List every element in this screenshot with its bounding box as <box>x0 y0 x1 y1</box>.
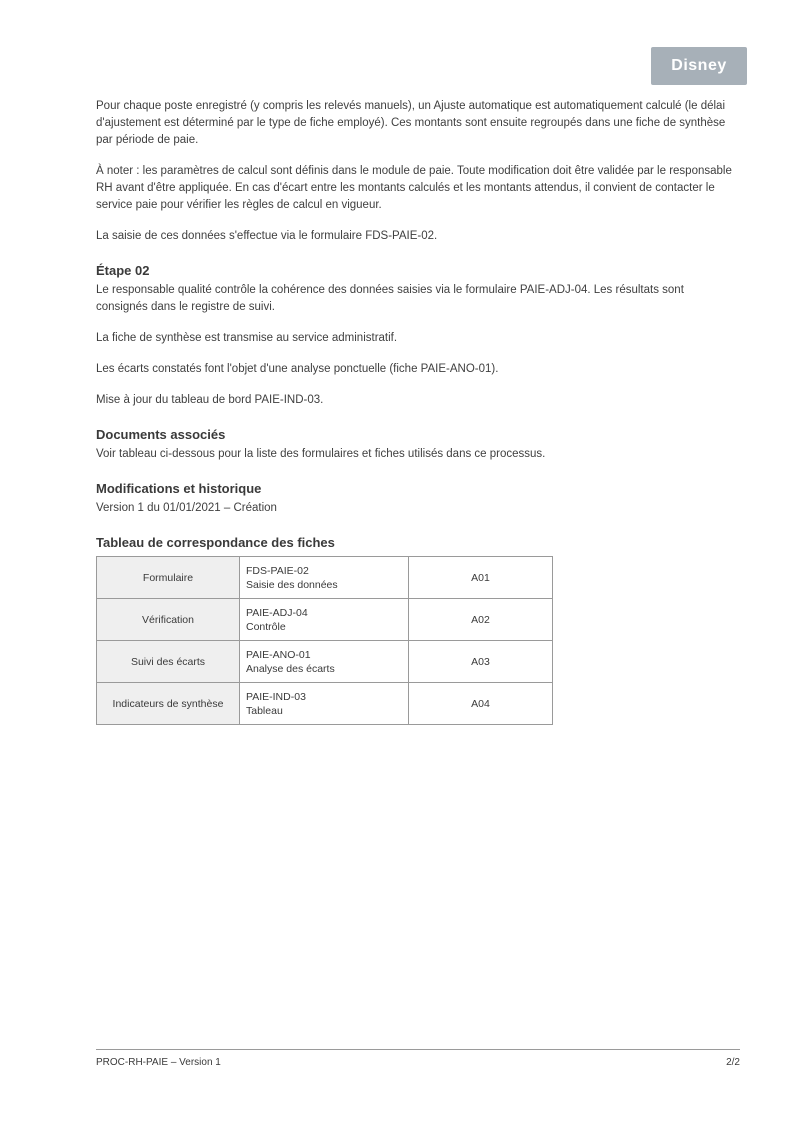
reference-table <box>96 556 553 725</box>
section-heading: Modifications et historique <box>96 481 262 496</box>
table-cell-name: Suivi des écarts <box>97 641 240 683</box>
section-paragraph: Mise à jour du tableau de bord PAIE-IND-03. <box>96 394 324 406</box>
footer-page-number: 2/2 <box>726 1057 740 1068</box>
table-cell-code: A03 <box>409 641 553 683</box>
table-row <box>97 683 553 725</box>
footer-document-id: PROC-RH-PAIE – Version 1 <box>96 1057 221 1068</box>
table-cell-code: A04 <box>409 683 553 725</box>
table-cell-code: A02 <box>409 599 553 641</box>
table-cell-ref: PAIE-ADJ-04 <box>246 606 308 619</box>
brand-badge: Disney <box>651 47 747 85</box>
table-cell-ref: PAIE-IND-03 <box>246 690 306 703</box>
table-cell-desc <box>240 683 409 725</box>
table-cell-name: Indicateurs de synthèse <box>97 683 240 725</box>
table-row <box>97 557 553 599</box>
table-cell-label: Saisie des données <box>246 578 338 591</box>
table-cell-ref: PAIE-ANO-01 <box>246 648 311 661</box>
section-paragraph: Voir tableau ci-dessous pour la liste des formulaires et fiches utilisés dans ce processus. <box>96 448 546 460</box>
section-paragraph: Le responsable qualité contrôle la cohérence des données saisies via le formulaire PAIE-ADJ-04. Les résultats sont consignés dans le registre de suivi. <box>96 284 684 313</box>
table-cell-label: Analyse des écarts <box>246 662 335 675</box>
body-paragraph: À noter : les paramètres de calcul sont définis dans le module de paie. Toute modification doit être validée par le responsable RH avant d'être appliquée. En cas d'écart entre les montants calculés et les montants attendus, il convient de contacter le service paie pour vérifier les règles de calcul en vigueur. <box>96 165 732 211</box>
section-paragraph: Les écarts constatés font l'objet d'une analyse ponctuelle (fiche PAIE-ANO-01). <box>96 363 499 375</box>
table-cell-label: Tableau <box>246 704 283 717</box>
table-row <box>97 599 553 641</box>
table-cell-name: Vérification <box>97 599 240 641</box>
section-heading: Étape 02 <box>96 263 150 278</box>
body-paragraph: La saisie de ces données s'effectue via le formulaire FDS-PAIE-02. <box>96 230 438 242</box>
table-cell-name: Formulaire <box>97 557 240 599</box>
table-cell-desc <box>240 641 409 683</box>
footer-divider <box>96 1049 740 1050</box>
table-title: Tableau de correspondance des fiches <box>96 535 335 550</box>
section-paragraph: Version 1 du 01/01/2021 – Création <box>96 502 277 514</box>
document-body <box>96 98 736 725</box>
body-paragraph: Pour chaque poste enregistré (y compris les relevés manuels), un Ajuste automatique est automatiquement calculé (le délai d'ajustement est déterminé par le type de fiche employé). Ces montants sont ensuite regroupés dans une fiche de synthèse par période de paie. <box>96 100 726 146</box>
table-cell-desc <box>240 557 409 599</box>
section-paragraph: La fiche de synthèse est transmise au service administratif. <box>96 332 398 344</box>
table-cell-ref: FDS-PAIE-02 <box>246 564 309 577</box>
table-row <box>97 641 553 683</box>
section-heading: Documents associés <box>96 427 226 442</box>
table-cell-code: A01 <box>409 557 553 599</box>
table-cell-desc <box>240 599 409 641</box>
table-cell-label: Contrôle <box>246 620 286 633</box>
